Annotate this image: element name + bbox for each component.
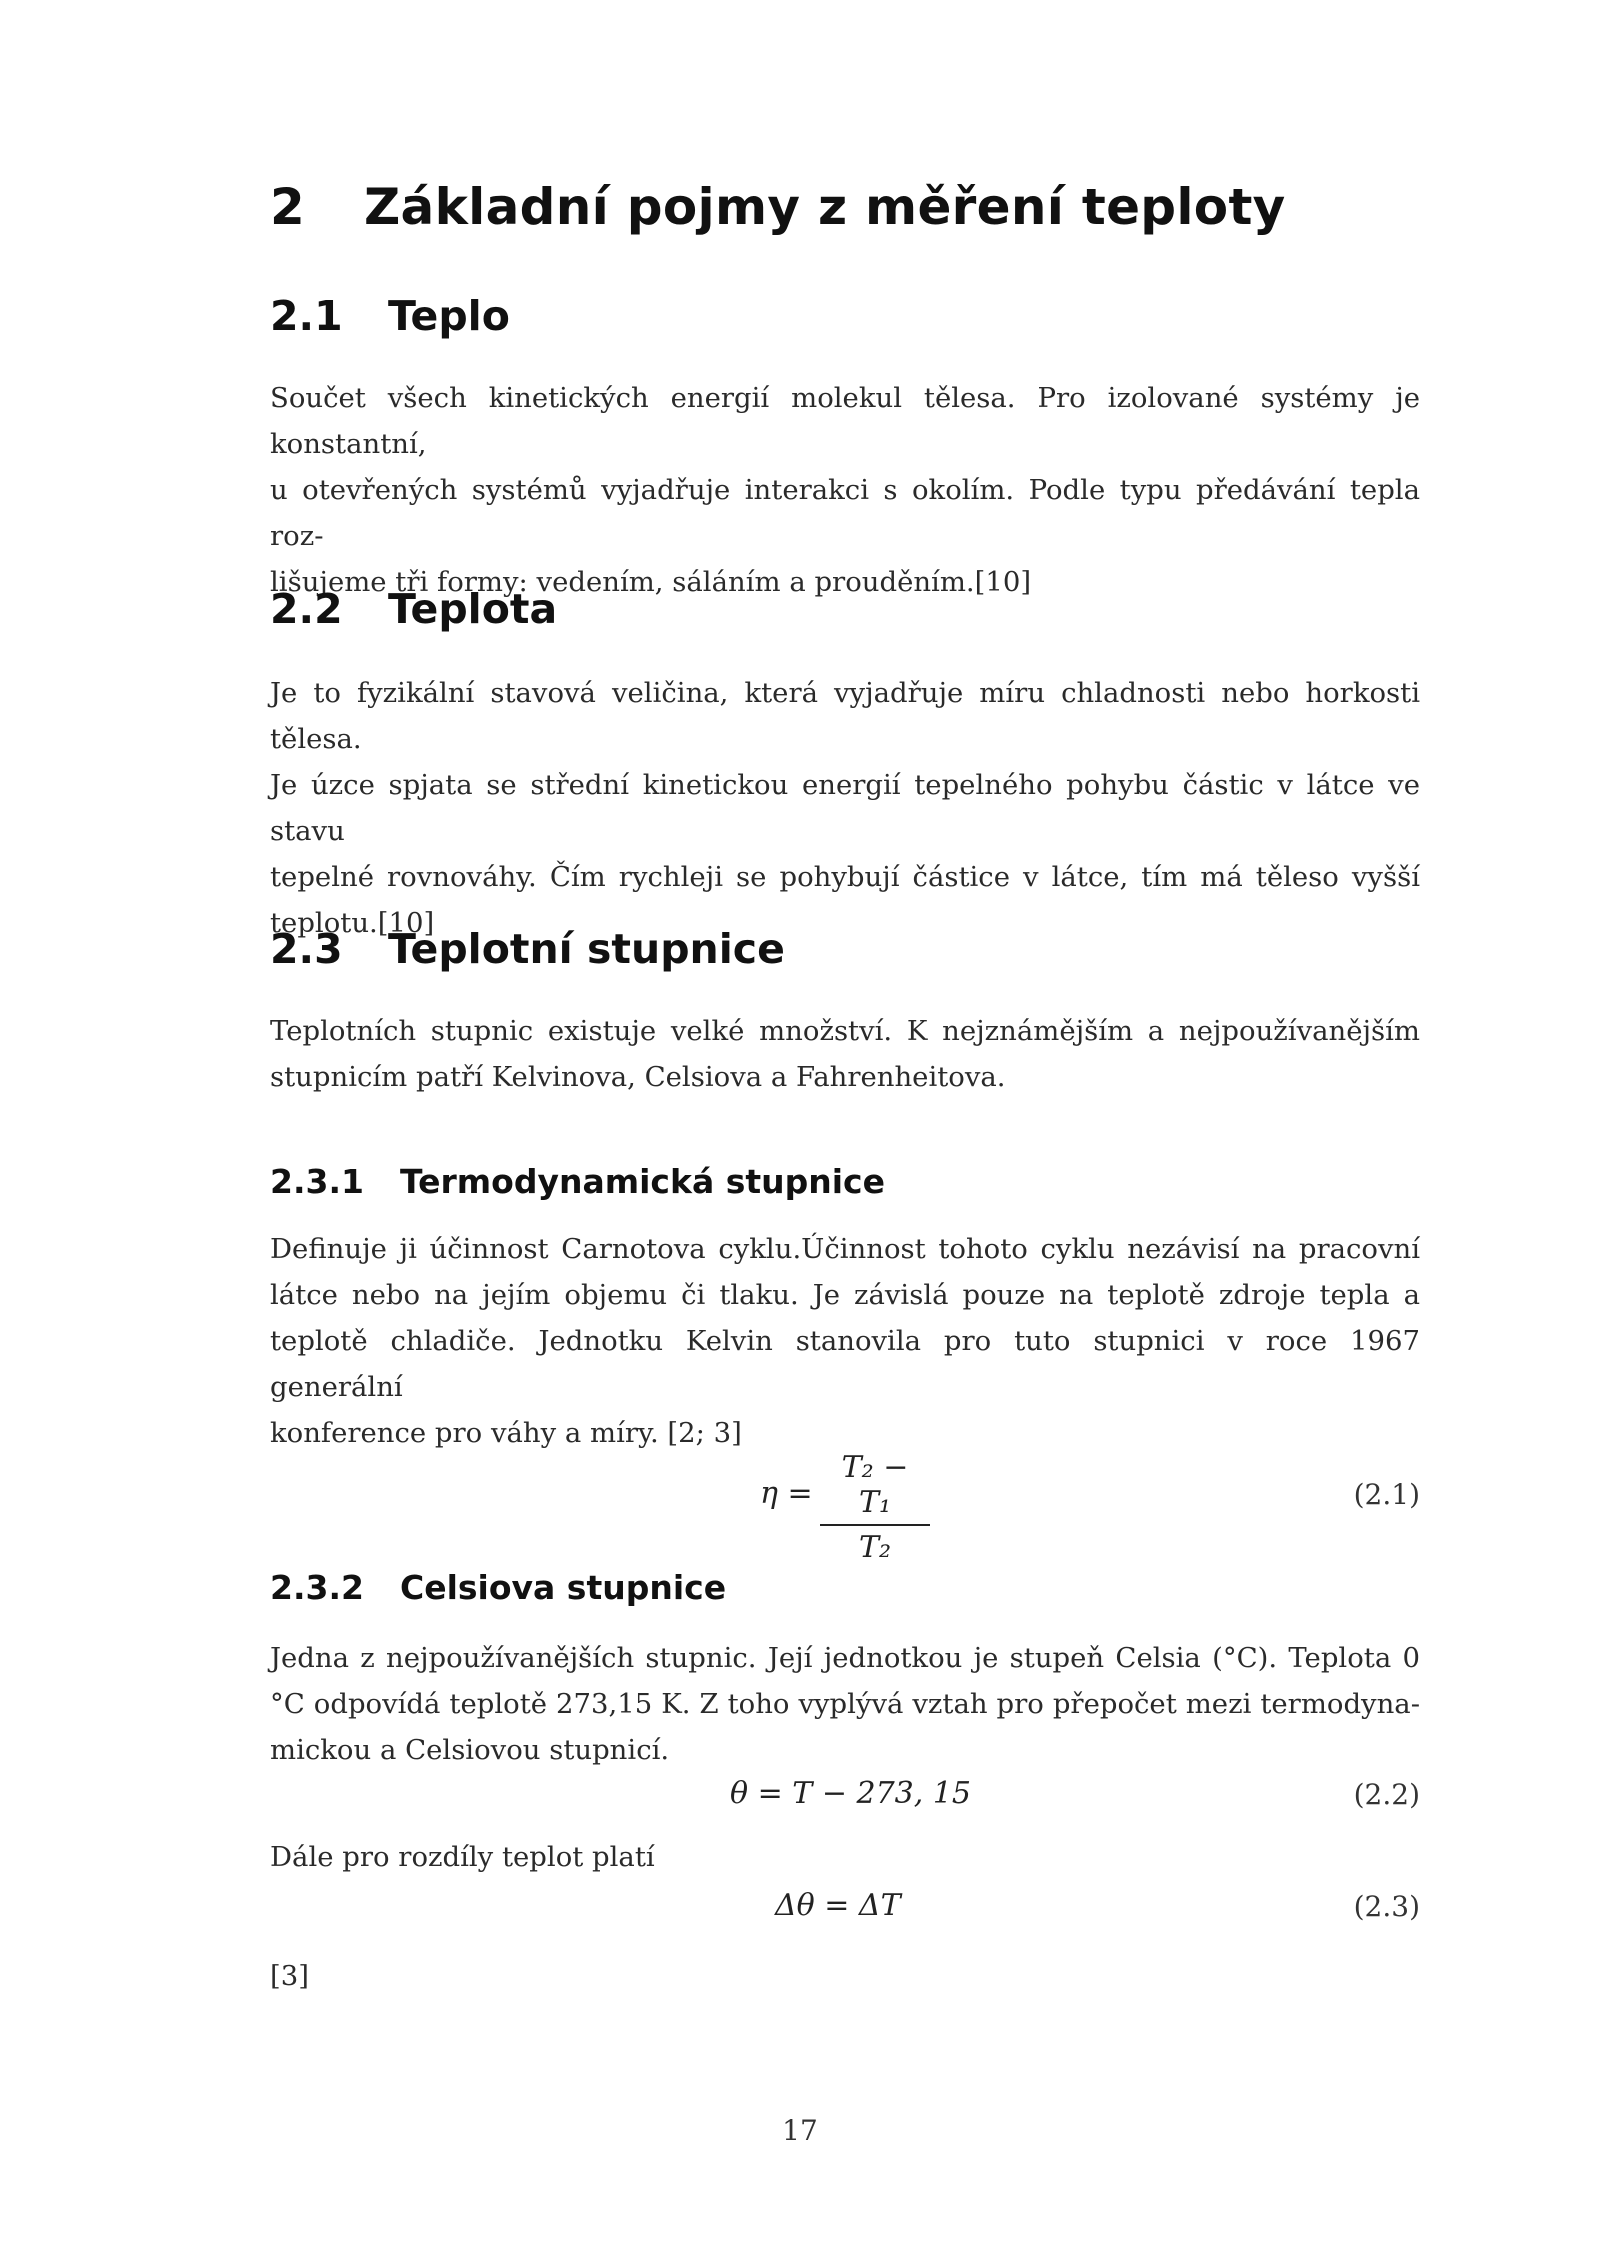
text-line: konference pro váhy a míry. [2; 3] [270,1417,742,1449]
subsection-heading-celsiova [270,1568,726,1607]
fraction-denominator: T₂ [858,1530,892,1565]
text-line: Dále pro rozdíly teplot platí [270,1841,655,1873]
chapter-title: Základní pojmy z měření teploty [364,178,1286,236]
fraction-numerator: T₂ − T₁ [841,1450,909,1520]
text-line: teplotu.[10] [270,907,435,939]
section-number: 2.2 [270,585,343,633]
subsection-heading-termodynamicka [270,1162,885,1201]
text-line: Součet všech kinetických energií molekul tělesa. Pro izolované systémy je konstantní, [270,382,1420,460]
text-line: Je úzce spjata se střední kinetickou energií tepelného pohybu částic v látce ve stavu [270,769,1420,847]
text-line: teplotě chladiče. Jednotku Kelvin stanovila pro tuto stupnici v roce 1967 generální [270,1325,1420,1403]
text-line: Teplotních stupnic existuje velké množství. K nejznámějším a nejpoužívanějším [270,1015,1420,1047]
section-heading-teplo [270,292,510,340]
page-number: 17 [782,2114,818,2147]
equation-2-2 [270,1776,1420,1836]
paragraph-citation [270,1953,1420,1999]
equation-number: (2.3) [1353,1890,1420,1923]
text-line: Je to fyzikální stavová veličina, která vyjadřuje míru chladnosti nebo horkosti tělesa. [270,677,1420,755]
section-title: Teplota [388,585,558,633]
subsection-title: Termodynamická stupnice [400,1162,885,1201]
paragraph-teplotni-stupnice [270,1008,1420,1100]
text-line: stupnicím patří Kelvinova, Celsiova a Fahrenheitova. [270,1061,1006,1093]
text-line: °C odpovídá teplotě 273,15 K. Z toho vyplývá vztah pro přepočet mezi termodyna- [270,1688,1420,1720]
paragraph-teplo [270,375,1420,605]
section-title: Teplotní stupnice [388,925,785,973]
paragraph-rozdily [270,1834,1420,1880]
subsection-number: 2.3.1 [270,1162,364,1201]
text-line: mickou a Celsiovou stupnicí. [270,1734,670,1766]
section-number: 2.3 [270,925,343,973]
chapter-heading [270,178,1286,236]
equation-number: (2.2) [1353,1778,1420,1811]
equation-2-1 [270,1450,1420,1565]
paragraph-termodynamicka [270,1226,1420,1456]
equation-2-3 [270,1888,1420,1948]
equation-expression: Δθ = ΔT [775,1888,901,1923]
text-line: tepelné rovnováhy. Čím rychleji se pohybují částice v látce, tím má těleso vyšší [270,861,1420,893]
section-title: Teplo [388,292,510,340]
text-line: lišujeme tři formy: vedením, sáláním a prouděním.[10] [270,566,1032,598]
section-heading-teplotni-stupnice [270,925,785,973]
text-line: Jedna z nejpoužívanějších stupnic. Její jednotkou je stupeň Celsia (°C). Teplota 0 [270,1642,1420,1674]
fraction-bar [820,1524,930,1526]
chapter-number: 2 [270,178,306,236]
subsection-number: 2.3.2 [270,1568,364,1607]
text-line: u otevřených systémů vyjadřuje interakci s okolím. Podle typu předávání tepla roz- [270,474,1420,552]
text-line: látce nebo na jejím objemu či tlaku. Je závislá pouze na teplotě zdroje tepla a [270,1279,1420,1311]
equation-number: (2.1) [1353,1478,1420,1511]
equation-lhs: η = [760,1476,813,1511]
paragraph-celsiova [270,1635,1420,1773]
paragraph-teplota [270,670,1420,946]
text-line: Definuje ji účinnost Carnotova cyklu.Účinnost tohoto cyklu nezávisí na pracovní [270,1233,1420,1265]
section-number: 2.1 [270,292,343,340]
section-heading-teplota [270,585,557,633]
subsection-title: Celsiova stupnice [400,1568,727,1607]
equation-expression: θ = T − 273, 15 [730,1776,971,1811]
equation-fraction [820,1450,930,1565]
citation: [3] [270,1960,309,1992]
